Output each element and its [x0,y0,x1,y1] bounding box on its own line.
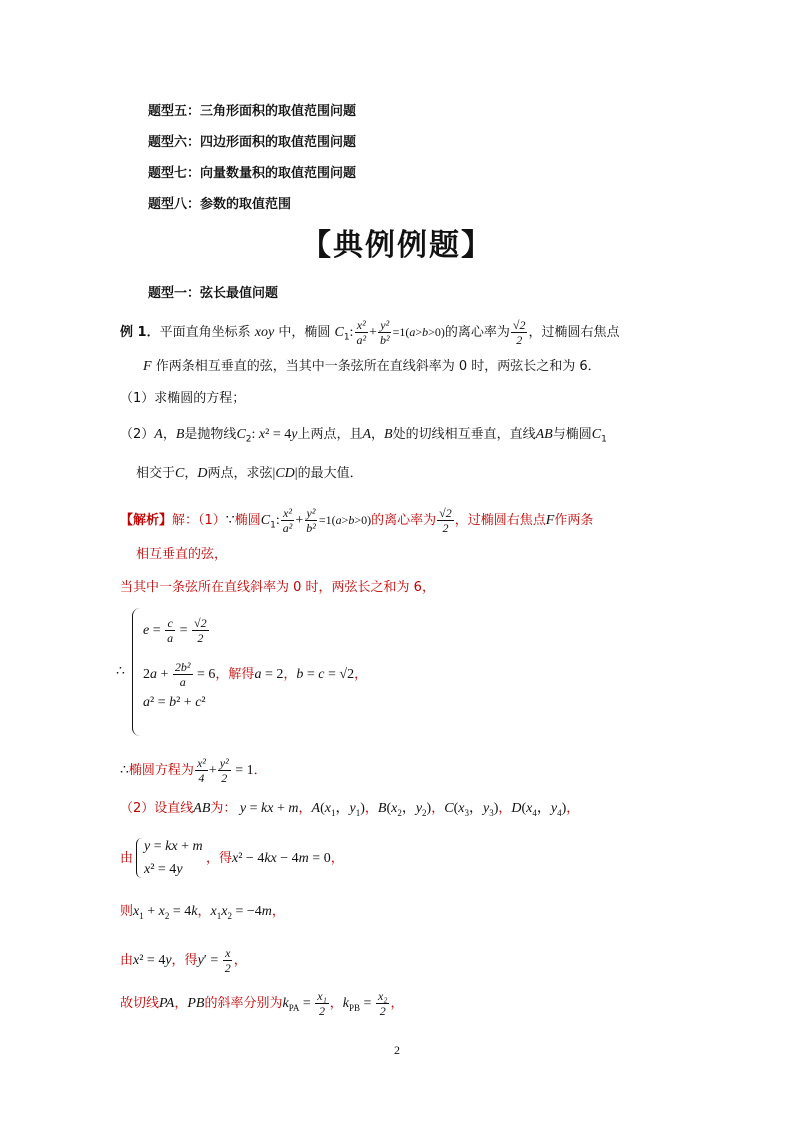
equation-brace [132,608,141,736]
example-text: 相交于 [136,466,176,481]
solution-text: 则 [120,904,134,919]
solution-text: 由 [120,851,134,866]
example-part-2-line-2: 相交于C，D两点，求弦|CD|的最大值． [136,466,363,481]
solution-line-6 [120,849,133,869]
example-text: 中，椭圆 [278,325,331,340]
solution-text: ，过椭圆右焦点 [454,513,546,528]
example-text: 上两点，且 [297,427,363,442]
example-text: （2） [120,427,155,442]
system2-eq-2: x² = 4y [144,862,183,877]
example-text: 的最大值． [297,466,363,481]
solution-text: （2）设直线 [120,801,194,816]
system2-eq-1: y = kx + m [144,839,203,854]
example-text: 与椭圆 [552,427,592,442]
solution-line-6b: ，得x² − 4kx − 4m = 0， [206,851,344,866]
solution-line-9: 故切线PA，PB的斜率分别为$k_{PA}$ = $\frac{\text{x₁}}{2}$ ，$k_{PB}$ = $\frac{\text{x₂}}{2}$ ， [120,989,404,1018]
solution-text: 由 [120,953,134,968]
solution-line-8: 由x² = 4y，得y′ = $\frac{x}{2}$ ， [120,946,247,975]
solution-text: ，解得 [215,667,255,682]
section-title: 【典例例题】 [301,228,493,263]
example-text: ，过椭圆右焦点 [528,325,620,340]
solution-text: ，得 [171,953,198,968]
example-text: 两点，求弦 [207,466,273,481]
system-eq-1: e = $\frac{c}{a}$ = $\frac{√2}{2}$ [143,616,207,645]
solution-text: ，得 [206,851,233,866]
solution-line-2: 相互垂直的弦， [136,547,228,562]
system-eq-2: 2a + $\frac{\text{2b²}}{a}$ = 6，解得a = 2，b = c = √2， [143,660,368,689]
solution-line-1: 【解析】解：（1）∵椭圆$C_1$: $\frac{\text{x²}}{\text{a²}}$ + $\frac{\text{y²}}{\text{b²}}$ =1(a>b>0)的离心率为 $\frac{√2}{2}$ ，过椭圆右焦点F作两条 [120,506,594,535]
solution-line-5: （2）设直线AB为： y = kx + m，$A(x_1$，$y_1$)，$B(x_2$，$y_2$)，$C(x_3$，$y_3$)，$D(x_4$，$y_4$)， [120,801,580,818]
example-part-1: （1）求椭圆的方程； [120,391,246,406]
example-text: 作两条相互垂直的弦，当其中一条弦所在直线斜率为 0 时，两弦长之和为 6． [155,359,601,374]
solution-text: 椭圆方程为 [128,763,194,778]
equation-brace-2 [136,838,143,878]
therefore-symbol: ∴ [116,664,125,679]
heading-item-6: 题型六：四边形面积的取值范围问题 [148,135,357,150]
page-number: 2 [394,1043,400,1057]
example-part-2: （2）A，B是抛物线$C_2$: x² = 4y上两点，且A，B处的切线相互垂直，直线AB与椭圆$C_1$ [120,427,607,445]
example-text: 处的切线相互垂直，直线 [392,427,536,442]
example-text: 是抛物线 [184,427,237,442]
solution-label: 【解析】 [120,513,173,528]
example-text: 平面直角坐标系 [159,325,251,340]
solution-text: 为： [210,801,237,816]
solution-text: 故切线 [120,996,160,1011]
solution-line-4: ∴椭圆方程为 $\frac{\text{x²}}{4}$ + $\frac{\text{y²}}{2}$ = 1． [120,756,267,785]
system-eq-3: a² = b² + c² [143,695,206,710]
solution-text: 椭圆 [234,513,261,528]
heading-item-7: 题型七：向量数量积的取值范围问题 [148,166,357,181]
subsection-title: 题型一：弦长最值问题 [148,286,279,301]
solution-text: 的斜率分别为 [204,996,283,1011]
heading-item-5: 题型五：三角形面积的取值范围问题 [148,104,357,119]
example-line-1: 例 1．平面直角坐标系 xoy 中，椭圆 $C_1$: $\frac{\text{x²}}{\text{a²}}$ + $\frac{\text{y²}}{\text{b²}}$ =1(a>b>0)的离心率为 $\frac{√2}{2}$ ，过椭圆右焦点 [120,318,620,347]
solution-line-3: 当其中一条弦所在直线斜率为 0 时，两弦长之和为 6， [120,580,435,595]
solution-text: 作两条 [554,513,594,528]
solution-text: 的离心率为 [371,513,437,528]
heading-item-8: 题型八：参数的取值范围 [148,197,292,212]
solution-text: 解：（1） [172,513,226,528]
example-line-2: F 作两条相互垂直的弦，当其中一条弦所在直线斜率为 0 时，两弦长之和为 6． [143,359,601,374]
example-text: 的离心率为 [444,325,510,340]
example-label: 例 1． [120,325,160,340]
solution-line-7: 则$x_1 + x_2 = 4k$，$x_1x_2 = -4m$， [120,904,285,921]
